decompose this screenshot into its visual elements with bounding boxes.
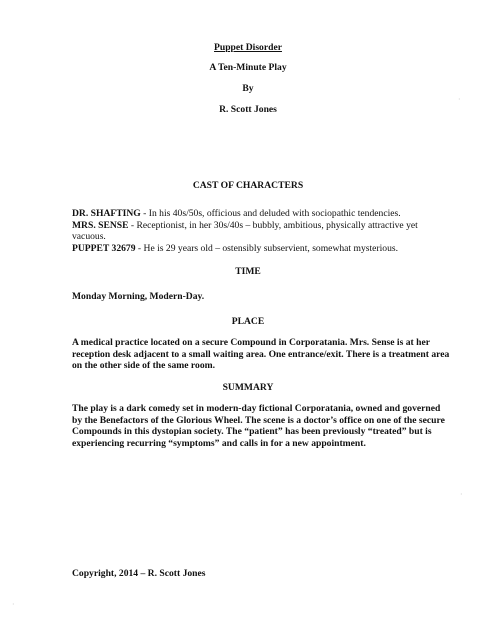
character-description: - He is 29 years old – ostensibly subservient, somewhat mysterious. <box>135 242 398 254</box>
play-subtitle: A Ten-Minute Play <box>209 62 287 73</box>
by-line: By <box>242 83 254 94</box>
cast-entry-puppet <box>72 243 452 255</box>
time-text: Monday Morning, Modern-Day. <box>72 291 205 302</box>
place-text: A medical practice located on a secure Compound in Corporatania. Mrs. Sense is at her reception desk adjacent to a small waiting area. One entrance/exit. There is a treatment area on the other side of the same room. <box>72 337 450 371</box>
character-description: - Receptionist, in her 30s/40s – bubbly, ambitious, physically attractive yet vacuous. <box>72 219 418 242</box>
character-name: DR. SHAFTING <box>72 208 141 219</box>
play-title: Puppet Disorder <box>214 42 282 53</box>
summary-text: The play is a dark comedy set in modern-day fictional Corporatania, owned and governed by the Benefactors of the Glorious Wheel. The scene is a doctor’s office on one of the secure Compounds in this dystopian society. The “patient” has been previously “treated” but is experiencing recurring “symptoms” and calls in for a new appointment. <box>72 403 445 449</box>
scan-speck: · <box>458 95 461 104</box>
summary-heading: SUMMARY <box>222 382 274 393</box>
cast-list <box>72 208 452 254</box>
character-name: MRS. SENSE <box>72 219 129 231</box>
author-name: R. Scott Jones <box>219 104 277 115</box>
character-name: PUPPET 32679 <box>72 242 136 254</box>
cast-entry-mrs-sense <box>72 220 452 243</box>
scan-speck: · <box>460 490 463 499</box>
place-heading: PLACE <box>231 316 265 327</box>
time-heading: TIME <box>235 266 261 277</box>
cast-entry-dr-shafting <box>72 208 452 220</box>
scan-speck: · <box>12 600 15 609</box>
cast-heading: CAST OF CHARACTERS <box>192 180 304 191</box>
copyright-line: Copyright, 2014 – R. Scott Jones <box>72 568 206 579</box>
character-description: - In his 40s/50s, officious and deluded with sociopathic tendencies. <box>140 208 401 219</box>
